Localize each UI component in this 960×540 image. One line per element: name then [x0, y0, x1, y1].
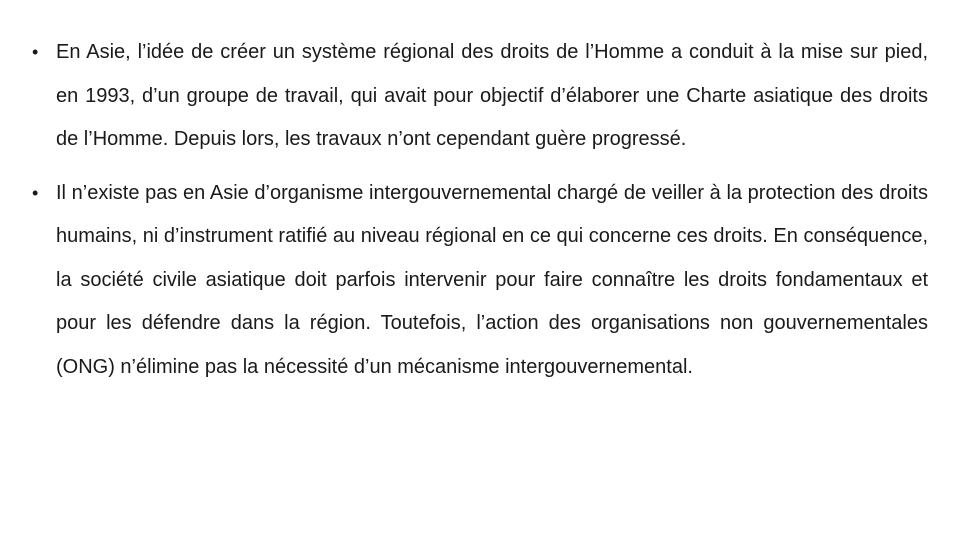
bullet-marker: • — [32, 182, 39, 203]
bullet-marker: • — [32, 42, 39, 62]
bullet-item-intergovernmental-body — [32, 172, 928, 390]
bullet-text: En Asie, l’idée de créer un système régional des droits de l’Homme a conduit à la mise sur pied, en 1993, d’un groupe de travail, qui avait pour objectif d’élaborer une Charte asiatique des droits de l’Homme. Depuis lors, les travaux n’ont cependant guère progressé. — [56, 41, 928, 150]
bullet-item-asia-charter — [32, 31, 928, 162]
bullet-text: Il n’existe pas en Asie d’organisme intergouvernemental chargé de veiller à la protection des droits humains, ni d’instrument ratifié au niveau régional en ce qui concerne ces droits. En conséquence, la société civile asiatique doit parfois intervenir pour faire connaître les droits fondamentaux et pour les défendre dans la région. Toutefois, l’action des organisations non gouvernementales (ONG) n’élimine pas la nécessité d’un mécanisme intergouvernemental. — [56, 181, 928, 378]
bullet-list — [32, 31, 928, 399]
